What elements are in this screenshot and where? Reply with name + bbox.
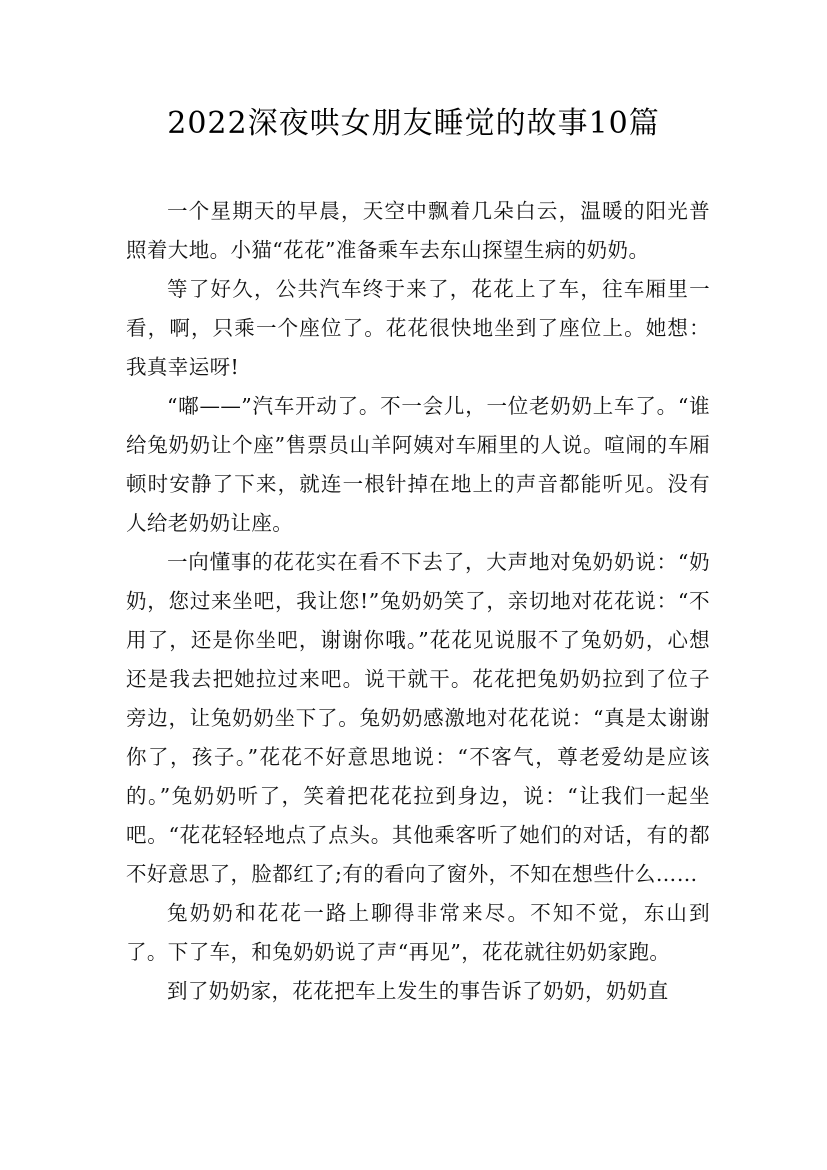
paragraph: 一向懂事的花花实在看不下去了，大声地对兔奶奶说：“奶奶，您过来坐吧，我让您!”兔奶奶笑了，亲切地对花花说：“不用了，还是你坐吧，谢谢你哦。”花花见说服不了兔奶奶，心想还是我去把她拉过来吧。说干就干。花花把兔奶奶拉到了位子旁边，让兔奶奶坐下了。兔奶奶感激地对花花说：“真是太谢谢你了，孩子。”花花不好意思地说：“不客气，尊老爱幼是应该的。”兔奶奶听了，笑着把花花拉到身边，说：“让我们一起坐吧。“花花轻轻地点了点头。其他乘客听了她们的对话，有的都不好意思了，脸都红了;有的看向了窗外，不知在想些什么…… <box>126 550 710 886</box>
document-title: 2022深夜哄女朋友睡觉的故事10篇 <box>167 106 660 141</box>
paragraph: 等了好久，公共汽车终于来了，花花上了车，往车厢里一看，啊，只乘一个座位了。花花很快地坐到了座位上。她想：我真幸运呀! <box>126 277 710 379</box>
paragraph: “嘟——”汽车开动了。不一会儿，一位老奶奶上车了。“谁给兔奶奶让个座”售票员山羊阿姨对车厢里的人说。喧闹的车厢顿时安静了下来，就连一根针掉在地上的声音都能听见。没有人给老奶奶让座。 <box>126 394 710 535</box>
paragraph: 一个星期天的早晨，天空中飘着几朵白云，温暖的阳光普照着大地。小猫“花花”准备乘车去东山探望生病的奶奶。 <box>126 199 710 262</box>
document-body <box>126 192 710 1011</box>
paragraph: 到了奶奶家，花花把车上发生的事告诉了奶奶，奶奶直 <box>167 979 669 1003</box>
paragraph: 兔奶奶和花花一路上聊得非常来尽。不知不觉，东山到了。下了车，和兔奶奶说了声“再见”，花花就往奶奶家跑。 <box>126 901 710 964</box>
